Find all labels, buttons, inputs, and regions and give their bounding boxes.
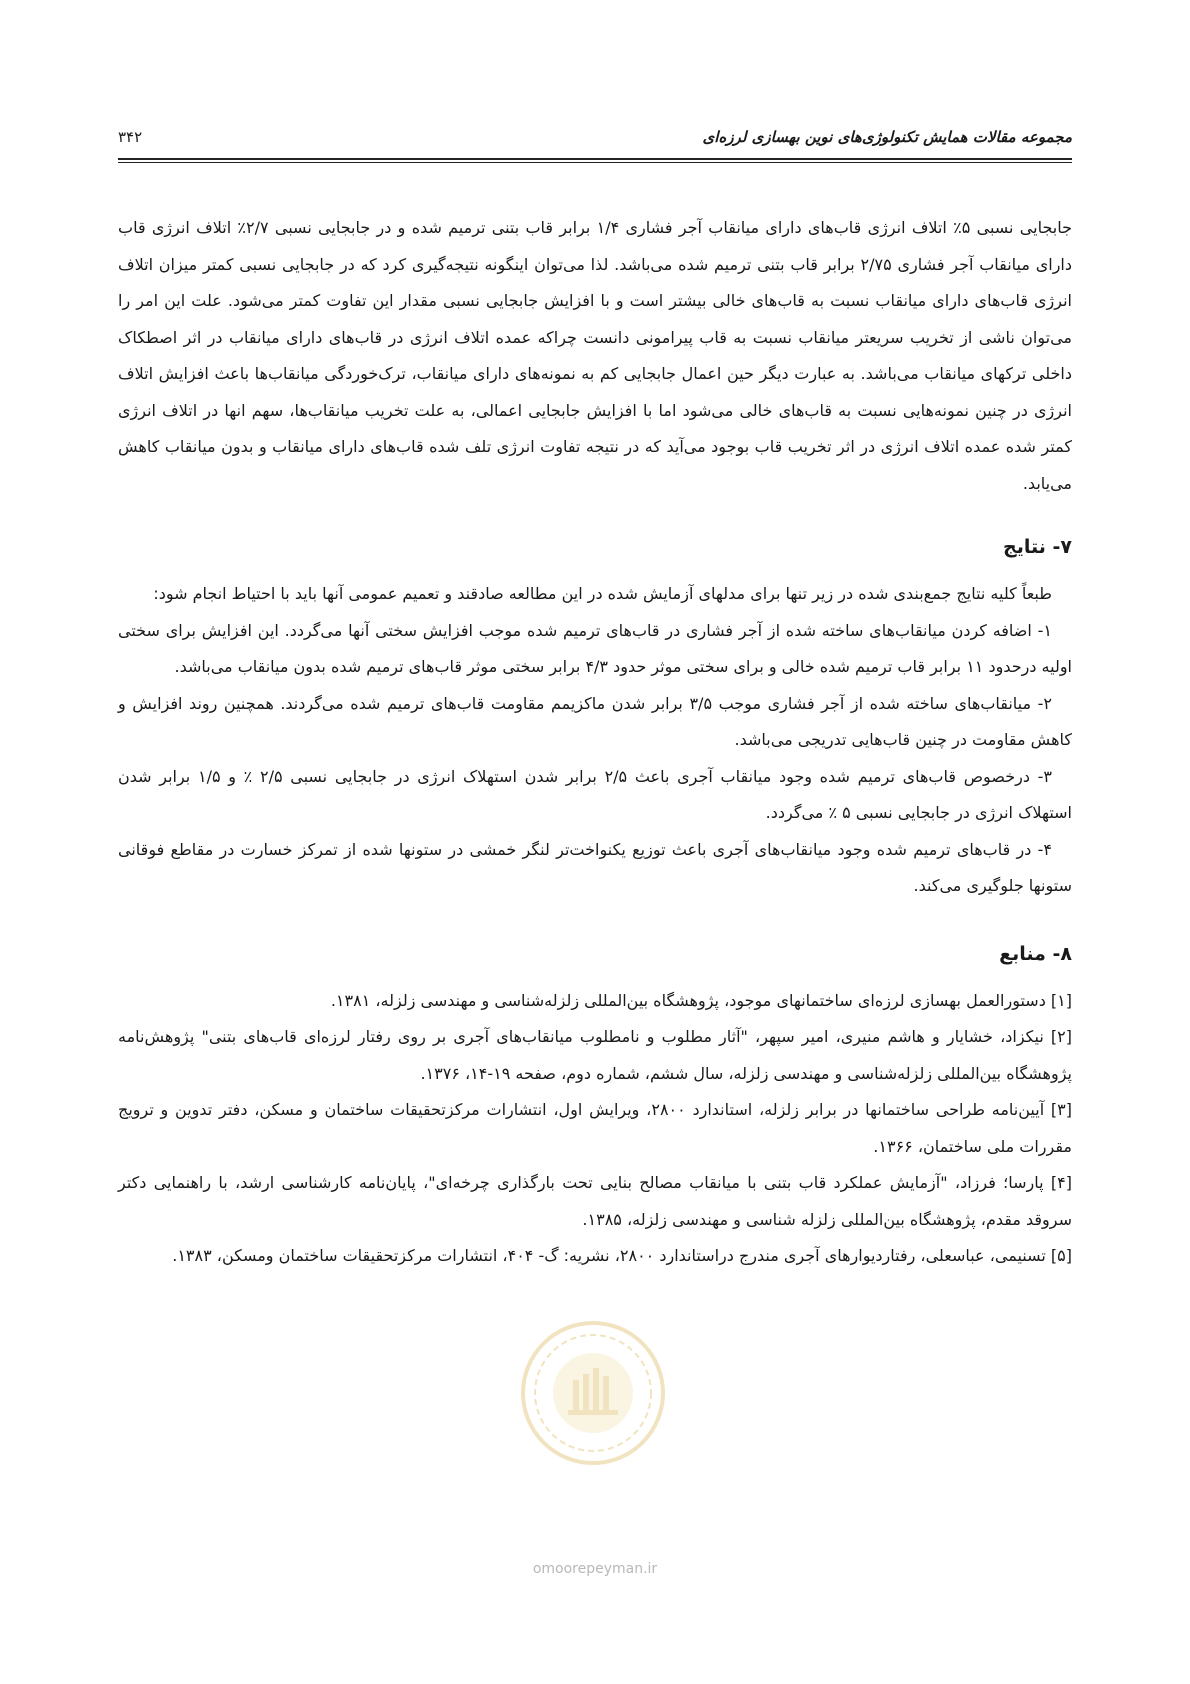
watermark-seal-icon xyxy=(518,1318,668,1468)
watermark-url: omoorepeyman.ir xyxy=(532,1561,658,1577)
journal-title: مجموعه مقالات همایش تکنولوژی‌های نوین بهسازی لرزه‌ای xyxy=(702,128,1072,146)
result-item: ۱- اضافه کردن میانقاب‌های ساخته شده از آجر فشاری در قاب‌های ترمیم شده موجب افزایش سختی آنها می‌گردد. این افزایش برای سختی اولیه درحدود ۱۱ برابر قاب ترمیم شده خالی و برای سختی موثر حدود ۴/۳ برابر سختی موثر قاب‌های ترمیم شده بدون میانقاب می‌باشد. xyxy=(118,620,1072,676)
section-spacer xyxy=(118,905,1072,923)
reference-item: [۳] آیین‌نامه طراحی ساختمانها در برابر زلزله، استاندارد ۲۸۰۰، ویرایش اول، انتشارات مرکزتحقیقات ساختمان و مسکن، دفتر تدوین و ترویج مقررات ملی ساختمان، ۱۳۶۶. xyxy=(118,1100,1073,1156)
references-heading: ۸- منابع xyxy=(999,942,1072,965)
header-rule-thin xyxy=(118,162,1072,163)
results-heading: ۷- نتایج xyxy=(1003,536,1072,558)
reference-item: [۱] دستورالعمل بهسازی لرزه‌ای ساختمانهای موجود، پژوهشگاه بین‌المللی زلزله‌شناسی و مهندسی زلزله، ۱۳۸۱. xyxy=(330,990,1072,1010)
result-item: ۳- درخصوص قاب‌های ترمیم شده وجود میانقاب آجری باعث ۲/۵ برابر شدن استهلاک انرژی در جابجایی نسبی ۲/۵ ٪ و ۱/۵ برابر شدن استهلاک انرژی در جابجایی نسبی ۵ ٪ می‌گردد. xyxy=(118,766,1072,822)
page-header xyxy=(118,128,1072,158)
reference-item: [۲] نیکزاد، خشایار و هاشم منیری، امیر سپهر، "آثار مطلوب و نامطلوب میانقاب‌های آجری بر روی رفتار لرزه‌ای قاب‌های بتنی" پژوهش‌نامه پژوهشگاه بین‌المللی زلزله‌شناسی و مهندسی زلزله، سال ششم، شماره دوم، صفحه ۱۹-۱۴، ۱۳۷۶. xyxy=(118,1027,1072,1083)
reference-item: [۴] پارسا؛ فرزاد، "آزمایش عملکرد قاب بتنی با میانقاب مصالح بنایی تحت بارگذاری چرخه‌ای"، پایان‌نامه کارشناسی ارشد، با راهنمایی دکتر سروقد مقدم، پژوهشگاه بین‌المللی زلزله شناسی و مهندسی زلزله، ۱۳۸۵. xyxy=(118,1173,1072,1229)
intro-paragraph: جابجایی نسبی ۵٪ اتلاف انرژی قاب‌های دارای میانقاب آجر فشاری ۱/۴ برابر قاب بتنی ترمیم شده و در جابجایی نسبی ۲/۷٪ اتلاف انرژی قاب دارای میانقاب آجر فشاری ۲/۷۵ برابر قاب بتنی ترمیم شده می‌باشد. لذا می‌توان اینگونه نتیجه‌گیری کرد که در جابجایی نسبی کمتر میزان اتلاف انرژی قاب‌های دارای میانقاب نسبت به قاب‌های خالی بیشتر است و با افزایش جابجایی نسبی مقدار این تفاوت کمتر می‌شود. علت این امر را می‌توان ناشی از تخریب سریعتر میانقاب نسبت به قاب پیرامونی دانست چراکه عمده اتلاف انرژی در قاب‌های دارای میانقاب در اثر اصطکاک داخلی ترکهای میانقاب می‌باشد. به عبارت دیگر حین اعمال جابجایی کم به نمونه‌های دارای میانقاب، ترک‌خوردگی میانقاب‌ها باعث افزایش اتلاف انرژی در چنین نمونه‌هایی نسبت به قاب‌های خالی می‌شود اما با افزایش جابجایی اعمالی، به علت تخریب میانقاب‌ها، سهم انها در اتلاف انرژی کمتر شده عمده اتلاف انرژی در اثر تخریب قاب بوجود می‌آید که در نتیجه تفاوت انرژی تلف شده قاب‌های دارای میانقاب و بدون میانقاب کاهش می‌یابد. xyxy=(118,218,1072,493)
result-item: ۲- میانقاب‌های ساخته شده از آجر فشاری موجب ۳/۵ برابر شدن ماکزیمم مقاومت قاب‌های ترمیم شده می‌گردند. همچنین روند افزایش و کاهش مقاومت در چنین قاب‌هایی تدریجی می‌باشد. xyxy=(118,693,1072,749)
page-number: ۳۴۲ xyxy=(118,128,143,146)
article-body xyxy=(118,210,1072,1275)
results-lead: طبعاً کلیه نتایج جمع‌بندی شده در زیر تنها برای مدلهای آزمایش شده در این مطالعه صادقند و تعمیم عمومی آنها باید با احتیاط انجام شود: xyxy=(153,584,1052,603)
reference-item: [۵] تسنیمی، عباسعلی، رفتاردیوارهای آجری مندرج دراستاندارد ۲۸۰۰، نشریه: گ- ۴۰۴، انتشارات مرکزتحقیقات ساختمان ومسکن، ۱۳۸۳. xyxy=(172,1246,1072,1265)
result-item: ۴- در قاب‌های ترمیم شده وجود میانقاب‌های آجری باعث توزیع یکنواخت‌تر لنگر خمشی در ستونها شده از تمرکز خسارت در مقاطع فوقانی ستونها جلوگیری می‌کند. xyxy=(118,839,1072,895)
header-rule-thick xyxy=(118,158,1072,160)
